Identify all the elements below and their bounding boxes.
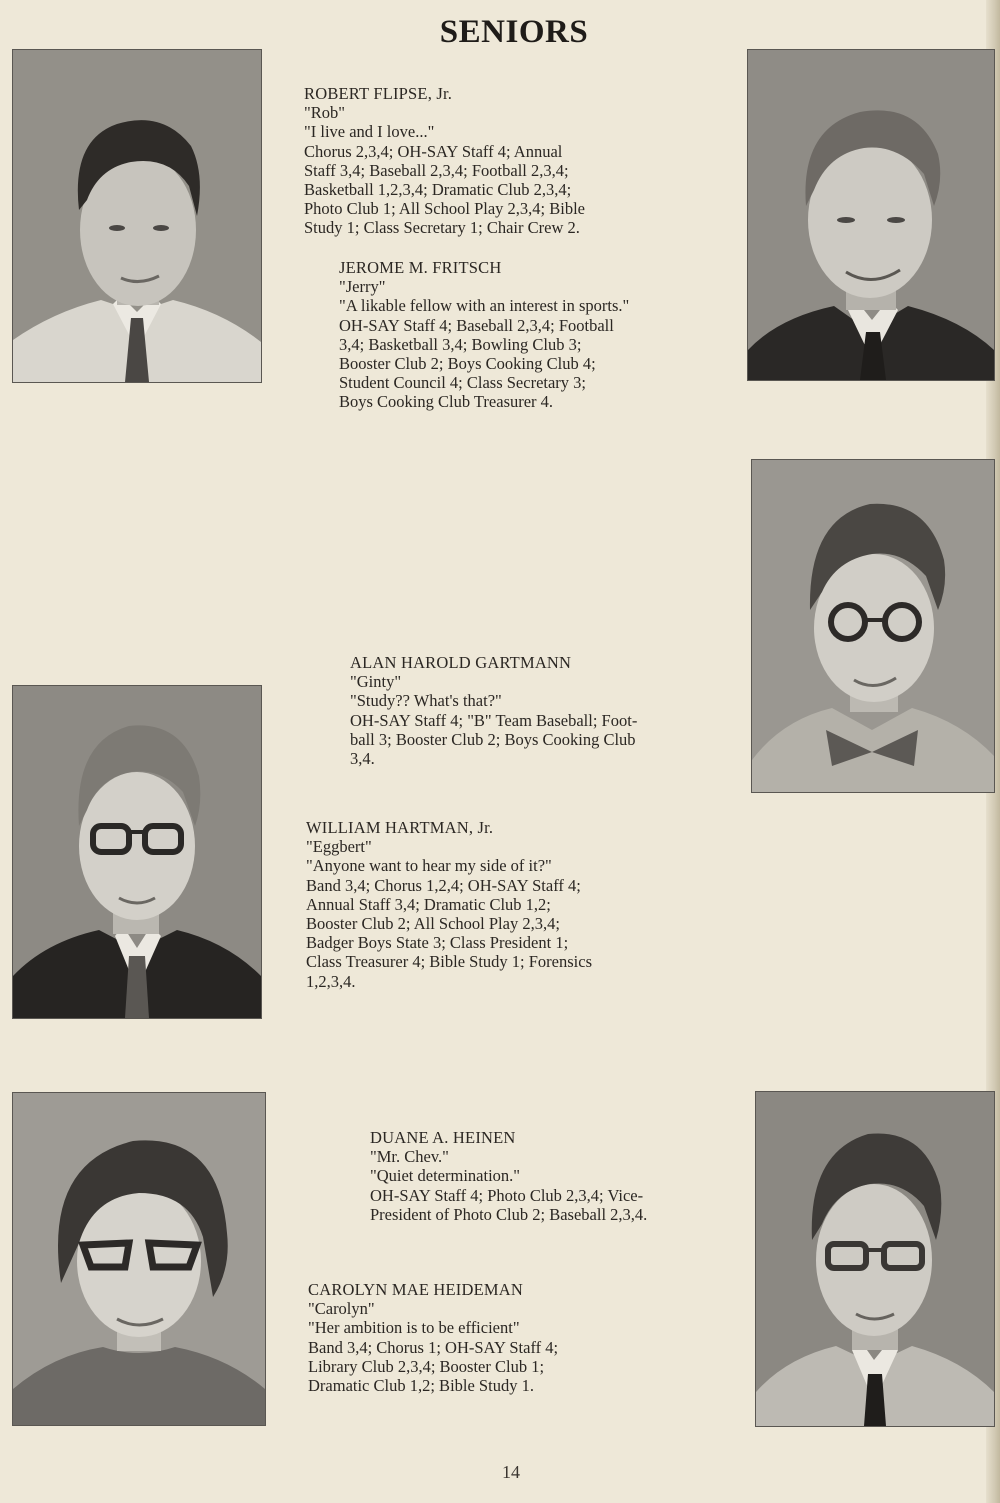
senior-name: ROBERT FLIPSE, Jr.: [304, 84, 453, 103]
activities-line: Boys Cooking Club Treasurer 4.: [339, 392, 554, 412]
senior-entry-jerome-fritsch: [339, 258, 629, 412]
activities-line: Student Council 4; Class Secretary 3;: [339, 373, 587, 393]
senior-entry-carolyn-heideman: [308, 1280, 558, 1395]
activities-line: Study 1; Class Secretary 1; Chair Crew 2.: [304, 218, 580, 238]
senior-entry-william-hartman: [306, 818, 592, 991]
portrait-carolyn-heideman: [13, 1093, 265, 1425]
senior-quote: "Study?? What's that?": [350, 691, 502, 711]
senior-quote: "I live and I love...": [304, 122, 435, 142]
senior-nickname: "Ginty": [350, 672, 402, 692]
portrait-jerome-fritsch: [748, 50, 994, 380]
portrait-robert-flipse: [13, 50, 261, 382]
senior-entry-robert-flipse: [304, 84, 585, 238]
senior-entry-duane-heinen: [370, 1128, 647, 1224]
portrait-alan-gartmann: [752, 460, 994, 792]
page-number: 14: [502, 1462, 520, 1482]
portrait-william-hartman: [13, 686, 261, 1018]
activities-line: Booster Club 2; All School Play 2,3,4;: [306, 914, 560, 934]
activities-line: Class Treasurer 4; Bible Study 1; Forensics: [306, 952, 593, 972]
senior-name: CAROLYN MAE HEIDEMAN: [308, 1280, 524, 1299]
page-title: SENIORS: [439, 14, 589, 50]
activities-line: OH-SAY Staff 4; "B" Team Baseball; Foot-: [350, 710, 638, 730]
activities-line: 3,4; Basketball 3,4; Bowling Club 3;: [339, 334, 582, 354]
senior-entry-alan-gartmann: [350, 653, 637, 768]
activities-line: Booster Club 2; Boys Cooking Club 4;: [339, 354, 596, 374]
activities-line: 3,4.: [350, 749, 375, 769]
activities-line: Badger Boys State 3; Class President 1;: [306, 933, 569, 953]
senior-name: WILLIAM HARTMAN, Jr.: [306, 818, 494, 837]
senior-nickname: "Eggbert": [306, 837, 372, 857]
activities-line: Dramatic Club 1,2; Bible Study 1.: [308, 1376, 534, 1396]
activities-line: OH-SAY Staff 4; Photo Club 2,3,4; Vice-: [370, 1185, 644, 1205]
senior-nickname: "Carolyn": [308, 1299, 375, 1319]
senior-nickname: "Mr. Chev.": [370, 1147, 449, 1167]
portrait-duane-heinen: [756, 1092, 994, 1426]
activities-line: Band 3,4; Chorus 1,2,4; OH-SAY Staff 4;: [306, 875, 581, 895]
senior-quote: "Anyone want to hear my side of it?": [306, 856, 552, 876]
activities-line: Library Club 2,3,4; Booster Club 1;: [308, 1356, 545, 1376]
activities-line: Band 3,4; Chorus 1; OH-SAY Staff 4;: [308, 1337, 559, 1357]
activities-line: OH-SAY Staff 4; Baseball 2,3,4; Football: [339, 315, 614, 335]
senior-nickname: "Jerry": [339, 277, 386, 297]
senior-name: JEROME M. FRITSCH: [339, 258, 502, 277]
activities-line: 1,2,3,4.: [306, 971, 356, 991]
senior-quote: "Her ambition is to be efficient": [308, 1318, 520, 1338]
activities-line: Chorus 2,3,4; OH-SAY Staff 4; Annual: [304, 141, 563, 161]
senior-name: ALAN HAROLD GARTMANN: [350, 653, 572, 672]
senior-quote: "Quiet determination.": [370, 1166, 521, 1186]
activities-line: ball 3; Booster Club 2; Boys Cooking Club: [350, 729, 636, 749]
activities-line: Photo Club 1; All School Play 2,3,4; Bible: [304, 199, 585, 219]
senior-quote: "A likable fellow with an interest in sports.": [339, 296, 630, 316]
senior-nickname: "Rob": [304, 103, 345, 123]
activities-line: Basketball 1,2,3,4; Dramatic Club 2,3,4;: [304, 180, 572, 200]
activities-line: Annual Staff 3,4; Dramatic Club 1,2;: [306, 894, 551, 914]
activities-line: Staff 3,4; Baseball 2,3,4; Football 2,3,4;: [304, 160, 569, 180]
senior-name: DUANE A. HEINEN: [370, 1128, 516, 1147]
activities-line: President of Photo Club 2; Baseball 2,3,4.: [370, 1204, 648, 1224]
